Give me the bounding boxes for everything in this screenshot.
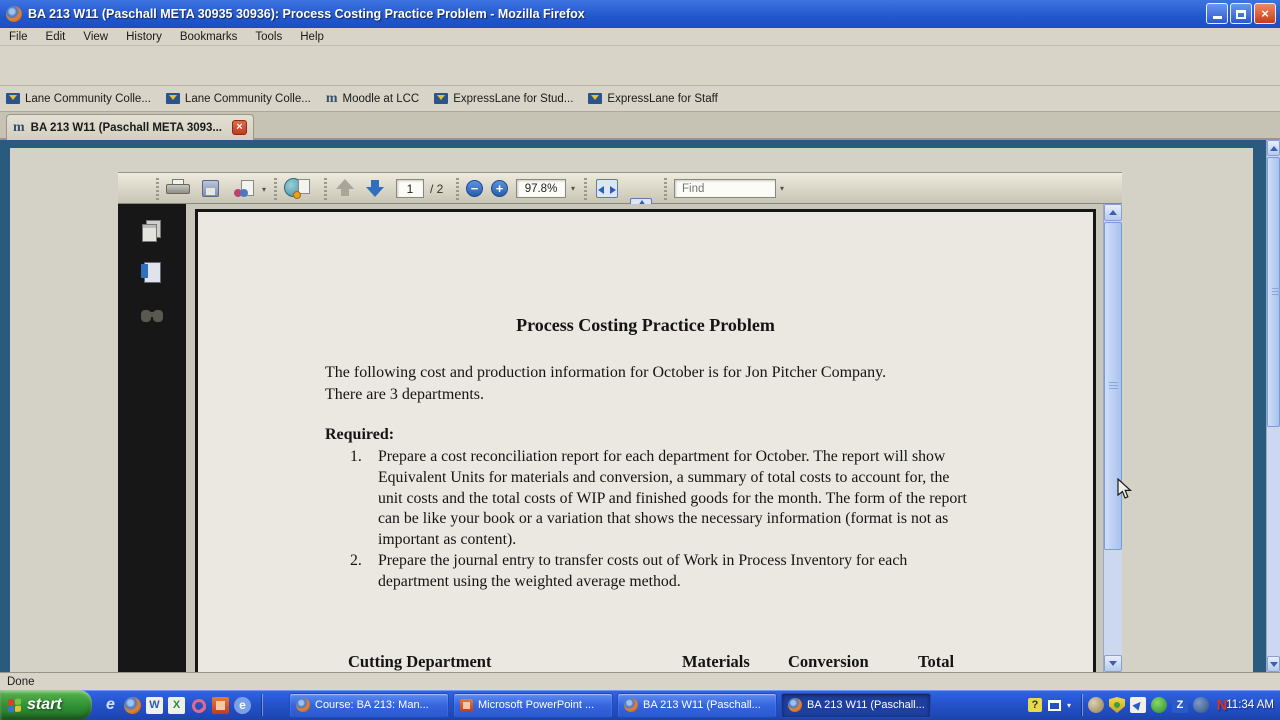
arrow-up-icon bbox=[334, 178, 356, 198]
pdf-nav-panel bbox=[118, 204, 186, 672]
zoom-out-button[interactable]: − bbox=[466, 180, 483, 197]
menu-view[interactable]: View bbox=[83, 30, 109, 43]
powerpoint-icon bbox=[460, 699, 473, 712]
collaborate-dropdown[interactable]: ▾ bbox=[262, 185, 267, 194]
menu-bookmarks[interactable]: Bookmarks bbox=[179, 30, 238, 43]
toolbar-separator bbox=[584, 178, 587, 200]
toolbar-separator bbox=[324, 178, 327, 200]
firefox-icon bbox=[624, 698, 638, 712]
status-bar bbox=[0, 672, 1280, 690]
z-app-icon[interactable]: Z bbox=[1172, 697, 1188, 713]
close-button[interactable]: × bbox=[1254, 3, 1276, 24]
zoom-level-select[interactable]: 97.8% bbox=[516, 179, 566, 198]
antivirus-icon[interactable] bbox=[1151, 697, 1167, 713]
menu-history[interactable]: History bbox=[126, 30, 162, 43]
row-label: Cutting Department bbox=[348, 652, 492, 671]
tab-bar bbox=[0, 112, 1280, 140]
msn-icon[interactable]: e bbox=[234, 697, 251, 714]
help-icon[interactable]: ? bbox=[1028, 698, 1042, 712]
restore-icon bbox=[1236, 10, 1246, 19]
find-dropdown[interactable]: ▾ bbox=[780, 184, 785, 193]
taskbar-divider bbox=[1082, 694, 1083, 716]
network-globe-icon[interactable] bbox=[1088, 697, 1104, 713]
start-label: start bbox=[27, 696, 62, 713]
tab-close-button[interactable]: × bbox=[232, 120, 247, 135]
required-label: Required: bbox=[325, 426, 395, 443]
document-title: Process Costing Practice Problem bbox=[516, 315, 775, 335]
status-text: Done bbox=[7, 675, 35, 688]
zoom-in-button[interactable]: + bbox=[491, 180, 508, 197]
web-capture-button[interactable] bbox=[284, 177, 310, 199]
bookmark-lane-cc-2[interactable]: Lane Community Colle... bbox=[166, 93, 311, 105]
scrollbar-thumb[interactable] bbox=[1267, 157, 1280, 427]
task-button-course[interactable]: Course: BA 213: Man... bbox=[289, 693, 449, 718]
excel-icon[interactable]: X bbox=[168, 697, 185, 714]
find-box bbox=[674, 179, 776, 198]
internet-explorer-icon[interactable]: e bbox=[106, 696, 115, 713]
minimize-icon bbox=[1213, 16, 1222, 19]
scroll-down-button[interactable] bbox=[1267, 656, 1280, 672]
mouse-cursor bbox=[1117, 478, 1133, 500]
lane-cc-favicon bbox=[6, 93, 20, 104]
menu-edit[interactable]: Edit bbox=[45, 30, 66, 43]
toolbar-separator bbox=[664, 178, 667, 200]
tab-label: BA 213 W11 (Paschall META 3093... bbox=[30, 121, 222, 134]
printer-icon bbox=[166, 179, 190, 196]
fit-width-button[interactable] bbox=[596, 179, 618, 198]
system-tray bbox=[1088, 690, 1230, 720]
bookmarks-toolbar bbox=[0, 86, 1280, 112]
print-button[interactable] bbox=[166, 179, 190, 196]
bookmark-lane-cc-1[interactable]: Lane Community Colle... bbox=[6, 93, 151, 105]
start-button[interactable] bbox=[0, 690, 92, 720]
tab-ba213[interactable] bbox=[6, 114, 254, 140]
globe-page-icon bbox=[284, 177, 310, 199]
expresslane-favicon bbox=[434, 93, 448, 104]
next-page-button[interactable] bbox=[364, 178, 386, 198]
windows-logo-icon bbox=[8, 698, 21, 712]
firefox-icon[interactable] bbox=[124, 697, 141, 714]
quick-launch bbox=[102, 690, 251, 720]
security-shield-icon[interactable] bbox=[1109, 697, 1125, 713]
connection-icon[interactable] bbox=[1130, 697, 1146, 713]
window-titlebar bbox=[0, 0, 1280, 28]
pdf-toolbar bbox=[118, 172, 1122, 204]
moodle-favicon: m bbox=[325, 90, 338, 106]
scrollbar-thumb[interactable] bbox=[1104, 222, 1122, 550]
globe-icon[interactable] bbox=[1193, 697, 1209, 713]
window-title: BA 213 W11 (Paschall META 30935 30936): Process Costing Practice Problem - Mozilla Firefox bbox=[28, 7, 585, 21]
window-scrollbar[interactable] bbox=[1266, 140, 1280, 672]
bookmark-expresslane-students[interactable]: ExpressLane for Stud... bbox=[434, 93, 573, 105]
pdf-page bbox=[195, 209, 1096, 672]
scroll-up-button[interactable] bbox=[1267, 140, 1280, 156]
restore-button[interactable] bbox=[1230, 3, 1252, 24]
minimize-button[interactable] bbox=[1206, 3, 1228, 24]
firefox-icon bbox=[6, 6, 22, 22]
browser-content bbox=[0, 140, 1280, 672]
page-count-label: / 2 bbox=[430, 182, 444, 196]
moodle-favicon: m bbox=[13, 119, 25, 135]
toolbar-expand-icon[interactable]: ▾ bbox=[1067, 700, 1072, 710]
window-toolbar-icon[interactable] bbox=[1048, 700, 1061, 711]
pages-panel-icon[interactable] bbox=[140, 220, 166, 246]
save-button[interactable] bbox=[202, 180, 219, 197]
taskbar bbox=[0, 690, 1280, 720]
norton-icon[interactable]: N bbox=[1216, 696, 1228, 714]
menu-help[interactable]: Help bbox=[300, 30, 324, 43]
pdf-scrollbar[interactable] bbox=[1103, 204, 1122, 672]
column-header: Materials bbox=[682, 652, 750, 671]
previous-page-button[interactable] bbox=[334, 178, 356, 198]
scroll-down-button[interactable] bbox=[1104, 655, 1122, 672]
firefox-icon bbox=[788, 698, 802, 712]
taskbar-divider bbox=[262, 694, 263, 716]
menu-tools[interactable]: Tools bbox=[255, 30, 283, 43]
collaborate-button[interactable] bbox=[234, 180, 254, 198]
page-background bbox=[10, 148, 1253, 672]
collaborate-icon bbox=[234, 180, 254, 198]
lane-cc-favicon bbox=[166, 93, 180, 104]
expresslane-favicon bbox=[588, 93, 602, 104]
arrow-down-icon bbox=[364, 178, 386, 198]
taskbar-clock: 11:34 AM bbox=[1226, 699, 1274, 711]
bookmark-moodle[interactable]: m Moodle at LCC bbox=[325, 90, 420, 106]
search-panel-icon[interactable] bbox=[140, 306, 166, 332]
toolbar-separator bbox=[274, 178, 277, 200]
floppy-icon bbox=[202, 180, 219, 197]
column-header: Total bbox=[918, 652, 955, 671]
page-number-input[interactable] bbox=[396, 179, 424, 198]
toolbar-separator bbox=[456, 178, 459, 200]
firefox-icon bbox=[296, 698, 310, 712]
taskbar-toolbar bbox=[1028, 690, 1071, 720]
document-intro: The following cost and production information for October is for Jon Pitcher Company. There are 3 departments. bbox=[325, 364, 887, 403]
column-header: Conversion bbox=[788, 652, 869, 671]
navigation-toolbar bbox=[0, 46, 1280, 86]
list-item: 1. Prepare a cost reconciliation report for each department for October. The report will show Equivalent Units for materials and conversion, a summary of total costs to account for, the unit costs and the total costs of WIP and finished goods for the month. The form of the report can be like your book or a variation that shows the necessary information (format is not as important as content). bbox=[350, 448, 967, 549]
powerpoint-icon[interactable] bbox=[212, 697, 229, 714]
bookmark-expresslane-staff[interactable]: ExpressLane for Staff bbox=[588, 93, 717, 105]
scroll-up-button[interactable] bbox=[1104, 204, 1122, 221]
list-item: 2. Prepare the journal entry to transfer costs out of Work in Process Inventory for each department using the weighted average method. bbox=[350, 551, 908, 590]
task-button-powerpoint[interactable]: Microsoft PowerPoint ... bbox=[453, 693, 613, 718]
pdf-viewer bbox=[118, 204, 1122, 672]
required-list bbox=[350, 447, 978, 593]
bookmarks-panel-icon[interactable] bbox=[140, 262, 166, 288]
menu-file[interactable]: File bbox=[9, 30, 28, 43]
task-button-ba213-2-active[interactable]: BA 213 W11 (Paschall... bbox=[781, 693, 931, 718]
task-button-ba213-1[interactable]: BA 213 W11 (Paschall... bbox=[617, 693, 777, 718]
word-icon[interactable]: W bbox=[146, 697, 163, 714]
toolbar-grip bbox=[156, 178, 159, 200]
zoom-dropdown[interactable]: ▾ bbox=[571, 184, 576, 193]
menu-bar bbox=[0, 28, 1280, 46]
find-input[interactable] bbox=[680, 182, 770, 196]
key-app-icon[interactable] bbox=[190, 697, 207, 714]
